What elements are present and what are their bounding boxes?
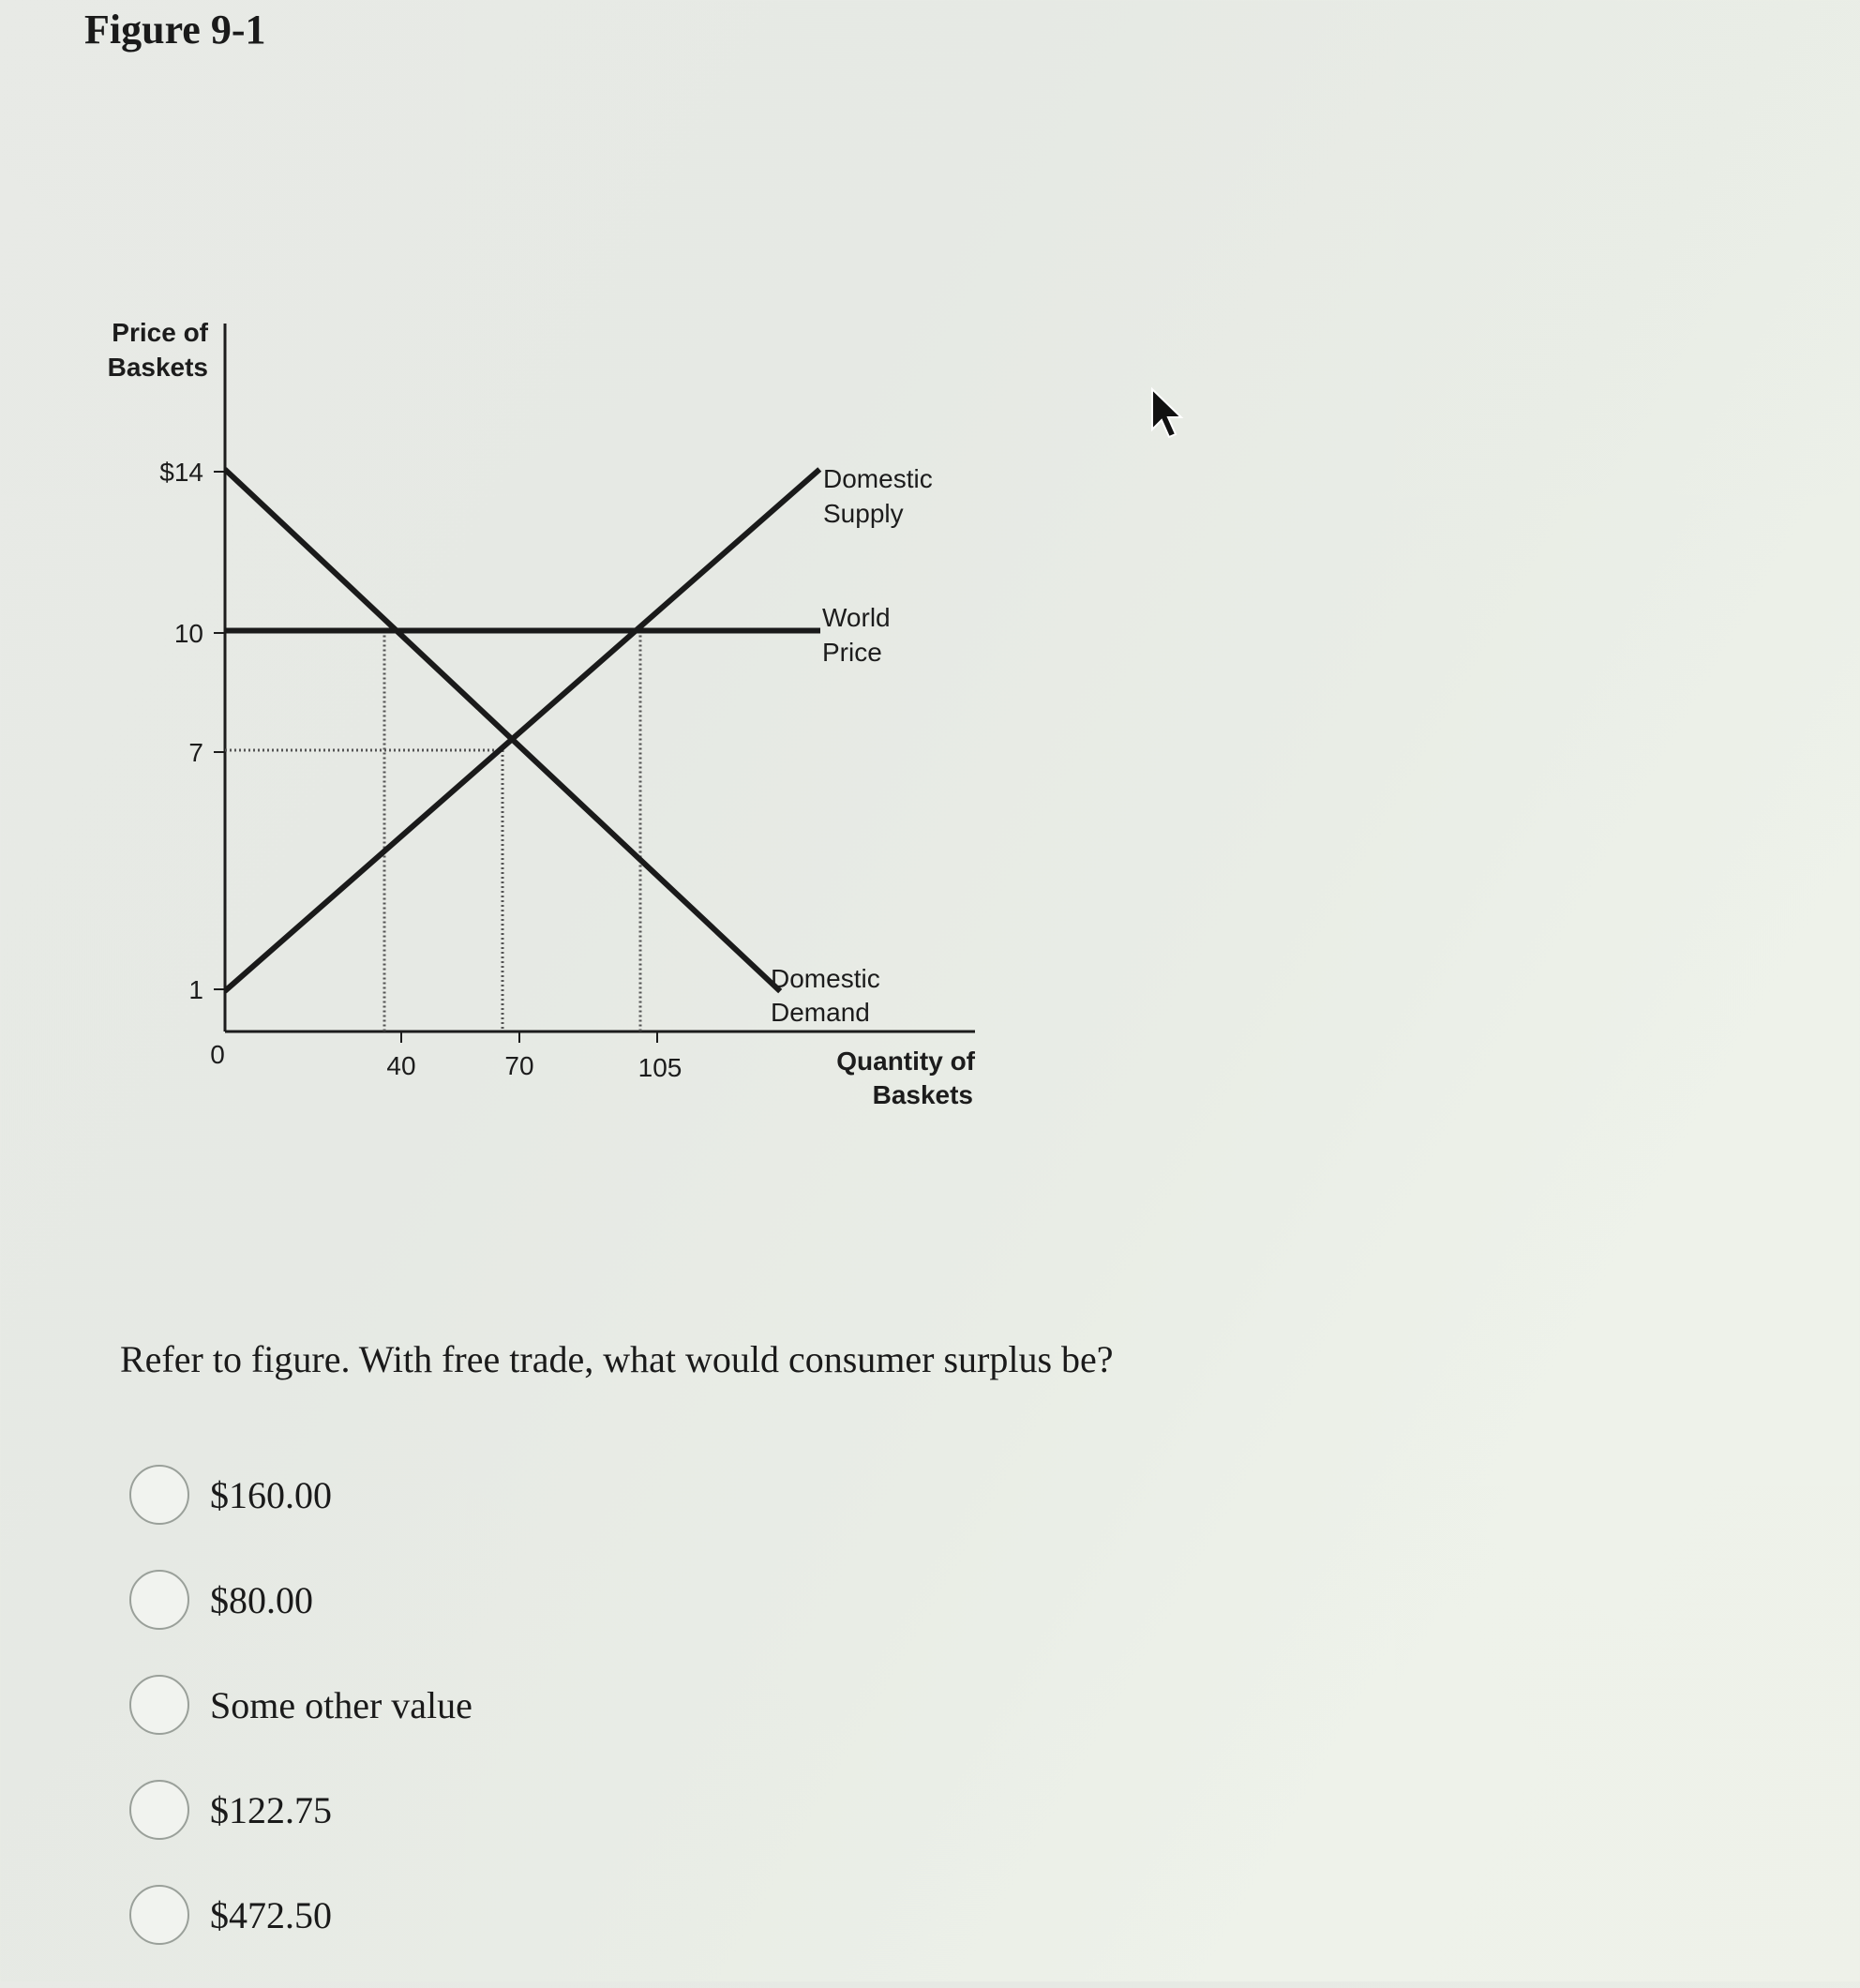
demand-label-line1: Domestic [771, 964, 880, 993]
x-axis-label-line1: Quantity of [836, 1047, 975, 1076]
y-axis-label-line2: Baskets [107, 353, 208, 382]
y-axis-label-line1: Price of [112, 318, 208, 347]
figure-title: Figure 9-1 [84, 7, 266, 53]
option-label: $80.00 [210, 1578, 313, 1621]
supply-label-line2: Supply [823, 499, 904, 528]
x-axis-label-line2: Baskets [872, 1080, 973, 1109]
mouse-cursor-icon [1149, 386, 1187, 441]
reference-lines [225, 631, 640, 1032]
x-tick-label-105: 105 [638, 1053, 682, 1082]
radio-button[interactable] [129, 1570, 189, 1630]
option-122-75[interactable] [129, 1778, 472, 1842]
option-label: $160.00 [210, 1473, 332, 1516]
y-tick-label-14: $14 [159, 458, 203, 487]
domestic-demand-line [227, 472, 778, 990]
domestic-supply-line [227, 472, 818, 990]
answer-options [129, 1463, 472, 1988]
radio-button[interactable] [129, 1780, 189, 1840]
option-472-50[interactable] [129, 1883, 472, 1947]
world-price-label-line2: Price [822, 638, 882, 667]
question-text: Refer to figure. With free trade, what would consumer surplus be? [120, 1338, 1114, 1380]
world-price-label-line1: World [822, 603, 891, 632]
option-160[interactable] [129, 1463, 472, 1527]
demand-label-line2: Demand [771, 998, 870, 1027]
option-label: $472.50 [210, 1893, 332, 1936]
y-tick-label-10: 10 [173, 619, 203, 648]
x-ticks [386, 1032, 682, 1082]
option-80[interactable] [129, 1568, 472, 1632]
y-tick-label-1: 1 [188, 975, 203, 1004]
option-some-other-value[interactable] [129, 1673, 472, 1737]
radio-button[interactable] [129, 1675, 189, 1735]
supply-label-line1: Domestic [823, 464, 933, 493]
origin-label: 0 [210, 1040, 225, 1069]
x-tick-label-40: 40 [386, 1051, 416, 1080]
x-tick-label-70: 70 [504, 1051, 534, 1080]
y-tick-label-7: 7 [188, 738, 203, 767]
radio-button[interactable] [129, 1885, 189, 1945]
series-lines [227, 472, 818, 990]
option-label: $122.75 [210, 1788, 332, 1831]
y-ticks [159, 458, 225, 1004]
radio-button[interactable] [129, 1465, 189, 1525]
option-label: Some other value [210, 1683, 472, 1726]
